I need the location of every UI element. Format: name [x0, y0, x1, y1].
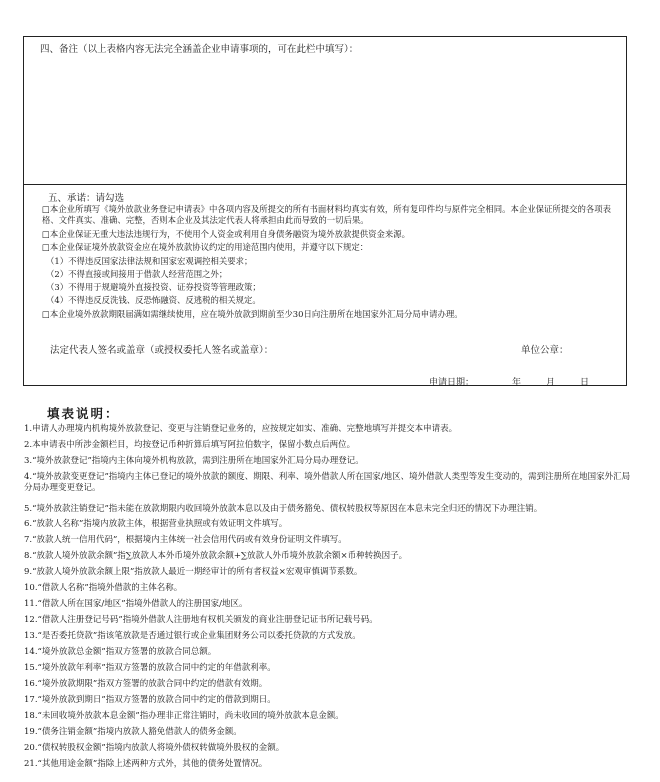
commitment-rule-2: （2）不得直接或间接用于借款人经营范围之外；: [46, 269, 228, 279]
instruction-item-4: 4.“境外放款变更登记”指境内主体已登记的境外放款的额度、期限、利率、境外借款人所在国家/地区、境外借款人类型等发生变动的，需到注册所在地国家外汇局分局办理变更登记。: [24, 472, 631, 493]
instruction-item-8: 8.“放款人境外放款余额”指∑放款人本外币境外放款余额+∑放款人外币境外放款余额×币种转换因子。: [24, 551, 408, 561]
instruction-item-17: 17.“境外放款到期日”指双方签署的放款合同中约定的借款到期日。: [24, 695, 276, 705]
date-year-label: 年: [512, 378, 522, 388]
commitment-rule-4: （4）不得违反反洗钱、反恐怖融资、反逃税的相关规定。: [46, 295, 261, 305]
legal-rep-signature-label: 法定代表人签名或盖章（或授权委托人签名或盖章）：: [50, 345, 274, 356]
application-form-box: [23, 36, 627, 386]
remarks-title: 四、备注（以上表格内容无法完全涵盖企业申请事项的，可在此栏中填写）：: [40, 44, 359, 55]
instruction-item-16: 16.“境外放款期限”指双方签署的放款合同中约定的借款有效期。: [24, 679, 268, 689]
instructions-title: 填表说明：: [47, 406, 120, 421]
instruction-item-12: 12.“借款人注册登记号码”指境外借款人注册地有权机关颁发的商业注册登记证书所记载号码。: [24, 615, 378, 625]
instruction-item-10: 10.“借款人名称”指境外借款的主体名称。: [24, 583, 183, 593]
instruction-item-18: 18.“未回收境外放款本息金额”指办理非正常注销时，尚未收回的境外放款本息金额。: [24, 711, 344, 721]
instruction-item-1: 1.申请人办理境内机构境外放款登记、变更与注销登记业务的，应按规定如实、准确、完整地填写并提交本申请表。: [24, 424, 458, 434]
date-month-label: 月: [546, 378, 556, 388]
commitment-item-usage-scope[interactable]: □本企业保证境外放款资金应在境外放款协议约定的用途范围内使用，并遵守以下规定：: [42, 242, 369, 252]
instruction-item-2: 2.本申请表中所涉金额栏目，均按登记币种折算后填写阿拉伯数字，保留小数点后两位。: [24, 440, 356, 450]
commitment-item-truthful[interactable]: □本企业所填写《境外放款业务登记申请表》中各项内容及所提交的所有书面材料均真实有效，所有复印件均与原件完全相同。本企业保证所提交的各项表格、文件真实、准确、完整，否则本企业及其法定代表人将承担由此而导致的一切后果。: [42, 204, 612, 225]
instruction-item-15: 15.“境外放款年利率”指双方签署的放款合同中约定的年借款利率。: [24, 663, 276, 673]
remarks-field[interactable]: [26, 57, 624, 181]
commitment-rule-3: （3）不得用于规避境外直接投资、证券投资等管理政策；: [46, 282, 261, 292]
instruction-item-7: 7.“放款人统一信用代码”，根据境内主体统一社会信用代码或有效身份证明文件填写。: [24, 535, 347, 545]
instruction-item-9: 9.“放款人境外放款余额上限”指放款人最近一期经审计的所有者权益×宏观审慎调节系数。: [24, 567, 363, 577]
instruction-item-3: 3.“境外放款登记”指境内主体向境外机构放款，需到注册所在地国家外汇局分局办理登记。: [24, 456, 364, 466]
instruction-item-20: 20.“债权转股权金额”指境内放款人将境外债权转做境外股权的金额。: [24, 743, 285, 753]
instruction-item-6: 6.“放款人名称”指境内放款主体，根据营业执照或有效证明文件填写。: [24, 519, 288, 529]
commitment-item-no-violation[interactable]: □本企业保证无重大违法违规行为，不使用个人资金或利用自身债务融资为境外放款提供资金来源。: [42, 229, 411, 239]
instruction-item-14: 14.“境外放款总金额”指双方签署的放款合同总额。: [24, 647, 217, 657]
instruction-item-19: 19.“债务注销金额”指境内放款人豁免借款人的债务金额。: [24, 727, 242, 737]
commitment-item-renewal[interactable]: □本企业境外放款期限届满如需继续使用，应在境外放款到期前至少30日向注册所在地国家外汇局分局申请办理。: [42, 309, 463, 319]
application-date-label: 申请日期：: [429, 378, 475, 388]
unit-seal-label: 单位公章：: [521, 345, 569, 356]
commitment-rule-1: （1）不得违反国家法律法规和国家宏观调控相关要求；: [46, 256, 253, 266]
instruction-item-11: 11.“借款人所在国家/地区”指境外借款人的注册国家/地区。: [24, 599, 248, 609]
commitment-title: 五、承诺：请勾选: [48, 193, 125, 204]
instruction-item-13: 13.“是否委托贷款”指该笔放款是否通过银行或企业集团财务公司以委托贷款的方式发放。: [24, 631, 361, 641]
instruction-item-5: 5.“境外放款注销登记”指未能在放款期限内收回境外放款本息以及由于债务豁免、债权转股权等原因在本息未完全归还的情况下办理注销。: [24, 504, 543, 514]
instruction-item-21: 21.“其他用途金额”指除上述两种方式外，其他的债务处置情况。: [24, 759, 268, 769]
date-day-label: 日: [580, 378, 590, 388]
section-divider: [24, 184, 626, 185]
